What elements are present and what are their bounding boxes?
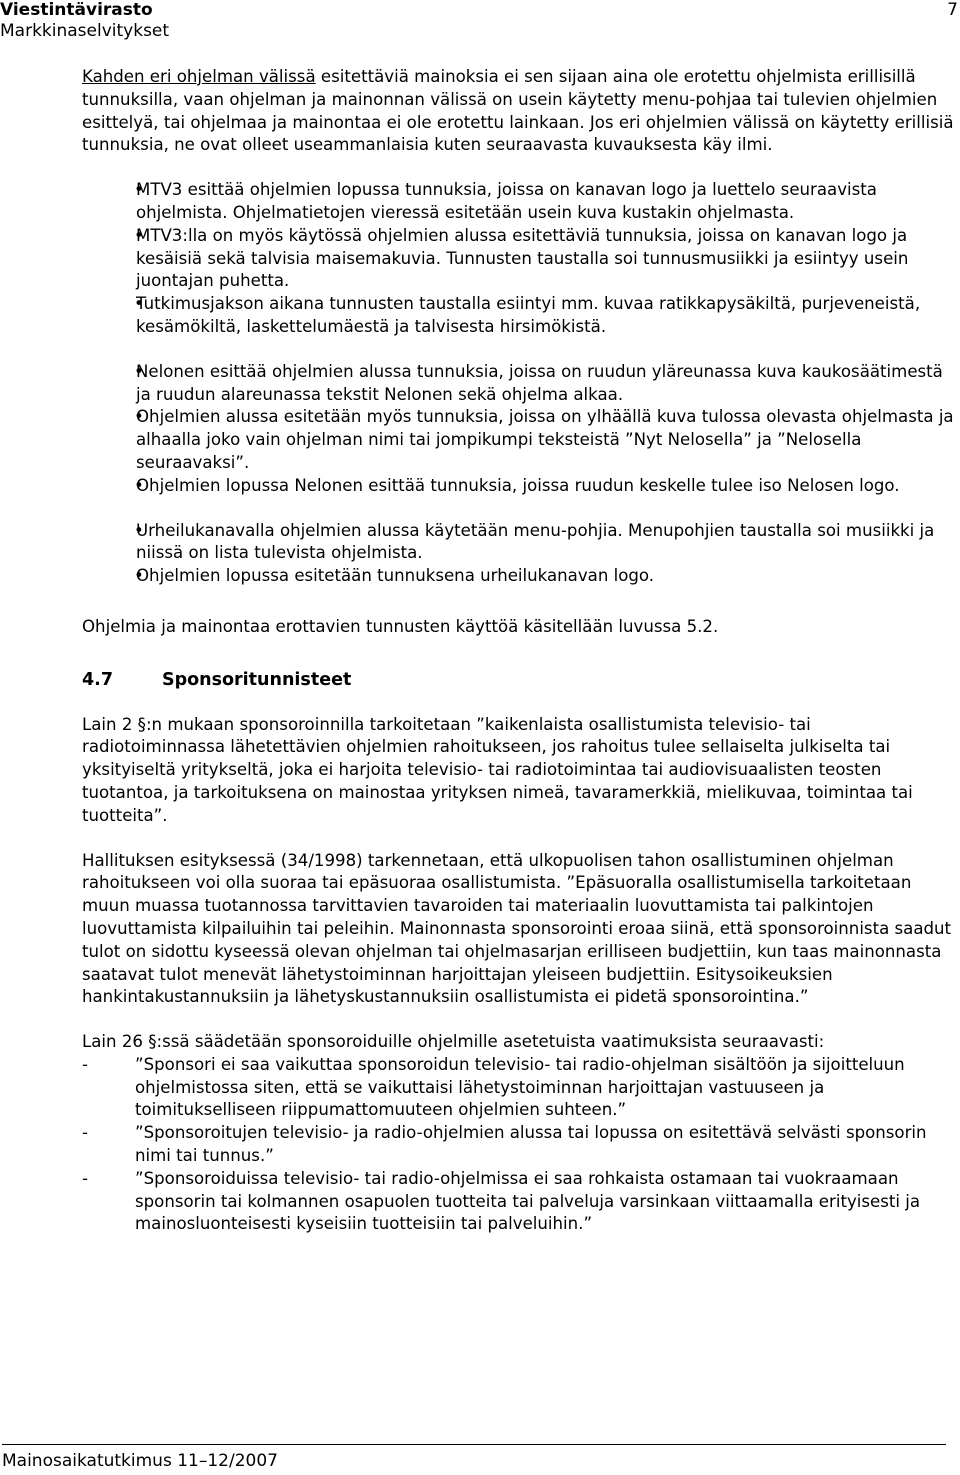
list-item: • Urheilukanavalla ohjelmien alussa käytetään menu-pohjia. Menupohjien taustalla soi musiikki ja niissä on lista tulevista ohjelmista. bbox=[108, 520, 958, 566]
list-item: - ”Sponsoroiduissa televisio- tai radio-ohjelmissa ei saa rohkaista ostamaan tai vuokraamaan sponsorin tai kolmannen osapuolen tuotteita tai palveluja varsinkaan viittaamalla erityisesti ja mainosluonteisesti kyseisiin tuotteisiin tai palveluihin.” bbox=[82, 1168, 958, 1236]
intro-text: esitettäviä mainoksia ei sen sijaan aina ole erotettu ohjelmista erillisillä tunnuksilla, vaan ohjelman ja mainonnan välissä on usein käytetty menu-pohjaa tai tulevien ohjelmien esittelyä, tai ohjelmaa ja mainontaa ei ole erotettu lainkaan. Jos eri ohjelmien välissä on käytetty erillisiä tunnuksia, ne ovat olleet useammanlaisia kuten seuraavasta kuvauksesta käy ilmi. bbox=[82, 67, 954, 155]
intro-paragraph bbox=[82, 66, 958, 157]
section-name: Markkinaselvitykset bbox=[0, 21, 170, 41]
list-item: • Ohjelmien lopussa Nelonen esittää tunnuksia, joissa ruudun keskelle tulee iso Nelosen logo. bbox=[108, 475, 958, 498]
list-item: • Nelonen esittää ohjelmien alussa tunnuksia, joissa on ruudun yläreunassa kuva kaukosäätimestä ja ruudun alareunassa tekstit Nelonen sekä ohjelma alkaa. bbox=[108, 361, 958, 407]
document-body bbox=[82, 66, 958, 1236]
section-number: 4.7 bbox=[82, 669, 114, 690]
reference-note: Ohjelmia ja mainontaa erottavien tunnusten käyttöä käsitellään luvussa 5.2. bbox=[82, 616, 719, 636]
section-heading bbox=[82, 669, 958, 692]
nelonen-bullet-list bbox=[108, 361, 958, 498]
list-item: • Tutkimusjakson aikana tunnusten taustalla esiintyi mm. kuvaa ratikkapysäkiltä, purjeveneistä, kesämökiltä, laskettelumäestä ja talvisesta hirsimökistä. bbox=[108, 293, 958, 339]
paragraph-law: Lain 2 §:n mukaan sponsoroinnilla tarkoitetaan ”kaikenlaista osallistumista televisio- tai radiotoiminnassa lähetettävien ohjelmien rahoitukseen, jos rahoitus tulee sellaiselta julkiselta tai yksityiseltä yritykseltä, joka ei harjoita televisio- tai radiotoimintaa tai audiovisuaalisten teosten tuotantoa, ja tarkoituksena on mainostaa yrityksen nimeä, tavaramerkkiä, mielikuvaa, toimintaa tai tuotteita”. bbox=[82, 714, 913, 825]
org-name: Viestintävirasto bbox=[0, 0, 153, 20]
list-item: - ”Sponsoroitujen televisio- ja radio-ohjelmien alussa tai lopussa on esitettävä selvästi sponsorin nimi tai tunnus.” bbox=[82, 1122, 958, 1168]
paragraph-government-bill: Hallituksen esityksessä (34/1998) tarkennetaan, että ulkopuolisen tahon osallistuminen ohjelman rahoitukseen voi olla suoraa tai epäsuoraa osallistumista. ”Epäsuoralla osallistumisella tarkoitetaan muun muassa tuotannossa tarvittavien tavaroiden tai materiaalin luovuttamista tai palkintojen luovuttamista kilpailuihin tai peleihin. Mainonnasta sponsorointi eroaa siinä, että sponsoroinnista saadut tulot on sidottu kyseessä olevan ohjelman tai ohjelmasarjan erilliseen budjettiin, kun taas mainonnasta saatavat tulot menevät lähetystoiminnan harjoittajan yleiseen budjettiin. Esitysoikeuksien hankintakustannuksiin ja lähetyskustannuksiin osallistumista ei pidetä sponsorointina.” bbox=[82, 850, 952, 1007]
list-item: • Ohjelmien alussa esitetään myös tunnuksia, joissa on ylhäällä kuva tulossa olevasta ohjelmasta ja alhaalla joko vain ohjelman nimi tai jompikumpi teksteistä ”Nyt Nelosella” ja ”Nelosella seuraavaksi”. bbox=[108, 406, 958, 474]
list-item: • MTV3 esittää ohjelmien lopussa tunnuksia, joissa on kanavan logo ja luettelo seuraavista ohjelmista. Ohjelmatietojen vieressä esitetään usein kuva kustakin ohjelmasta. bbox=[108, 179, 958, 225]
page-number: 7 bbox=[947, 0, 958, 20]
footer-divider bbox=[2, 1444, 946, 1445]
list-item: • Ohjelmien lopussa esitetään tunnuksena urheilukanavan logo. bbox=[108, 565, 958, 588]
list-item: - ”Sponsori ei saa vaikuttaa sponsoroidun televisio- tai radio-ohjelman sisältöön ja sijoitteluun ohjelmistossa siten, että se vaikuttaisi lähetystoiminnan harjoittajan vastuuseen ja toimitukselliseen riippumattomuuteen ohjelmien suhteen.” bbox=[82, 1054, 958, 1122]
footer-text: Mainosaikatutkimus 11–12/2007 bbox=[2, 1451, 278, 1471]
mtv3-bullet-list bbox=[108, 179, 958, 339]
section-title: Sponsoritunnisteet bbox=[162, 669, 352, 690]
sport-bullet-list bbox=[108, 520, 958, 588]
requirements-list bbox=[82, 1054, 958, 1236]
paragraph-requirements-intro: Lain 26 §:ssä säädetään sponsoroiduille ohjelmille asetetuista vaatimuksista seuraavasti: bbox=[82, 1032, 825, 1052]
list-item: • MTV3:lla on myös käytössä ohjelmien alussa esitettäviä tunnuksia, joissa on kanavan logo ja kesäisiä sekä talvisia maisemakuvia. Tunnusten taustalla soi tunnusmusiikki ja esiintyy usein juontajan puhetta. bbox=[108, 225, 958, 293]
intro-link[interactable]: Kahden eri ohjelman välissä bbox=[82, 67, 316, 86]
